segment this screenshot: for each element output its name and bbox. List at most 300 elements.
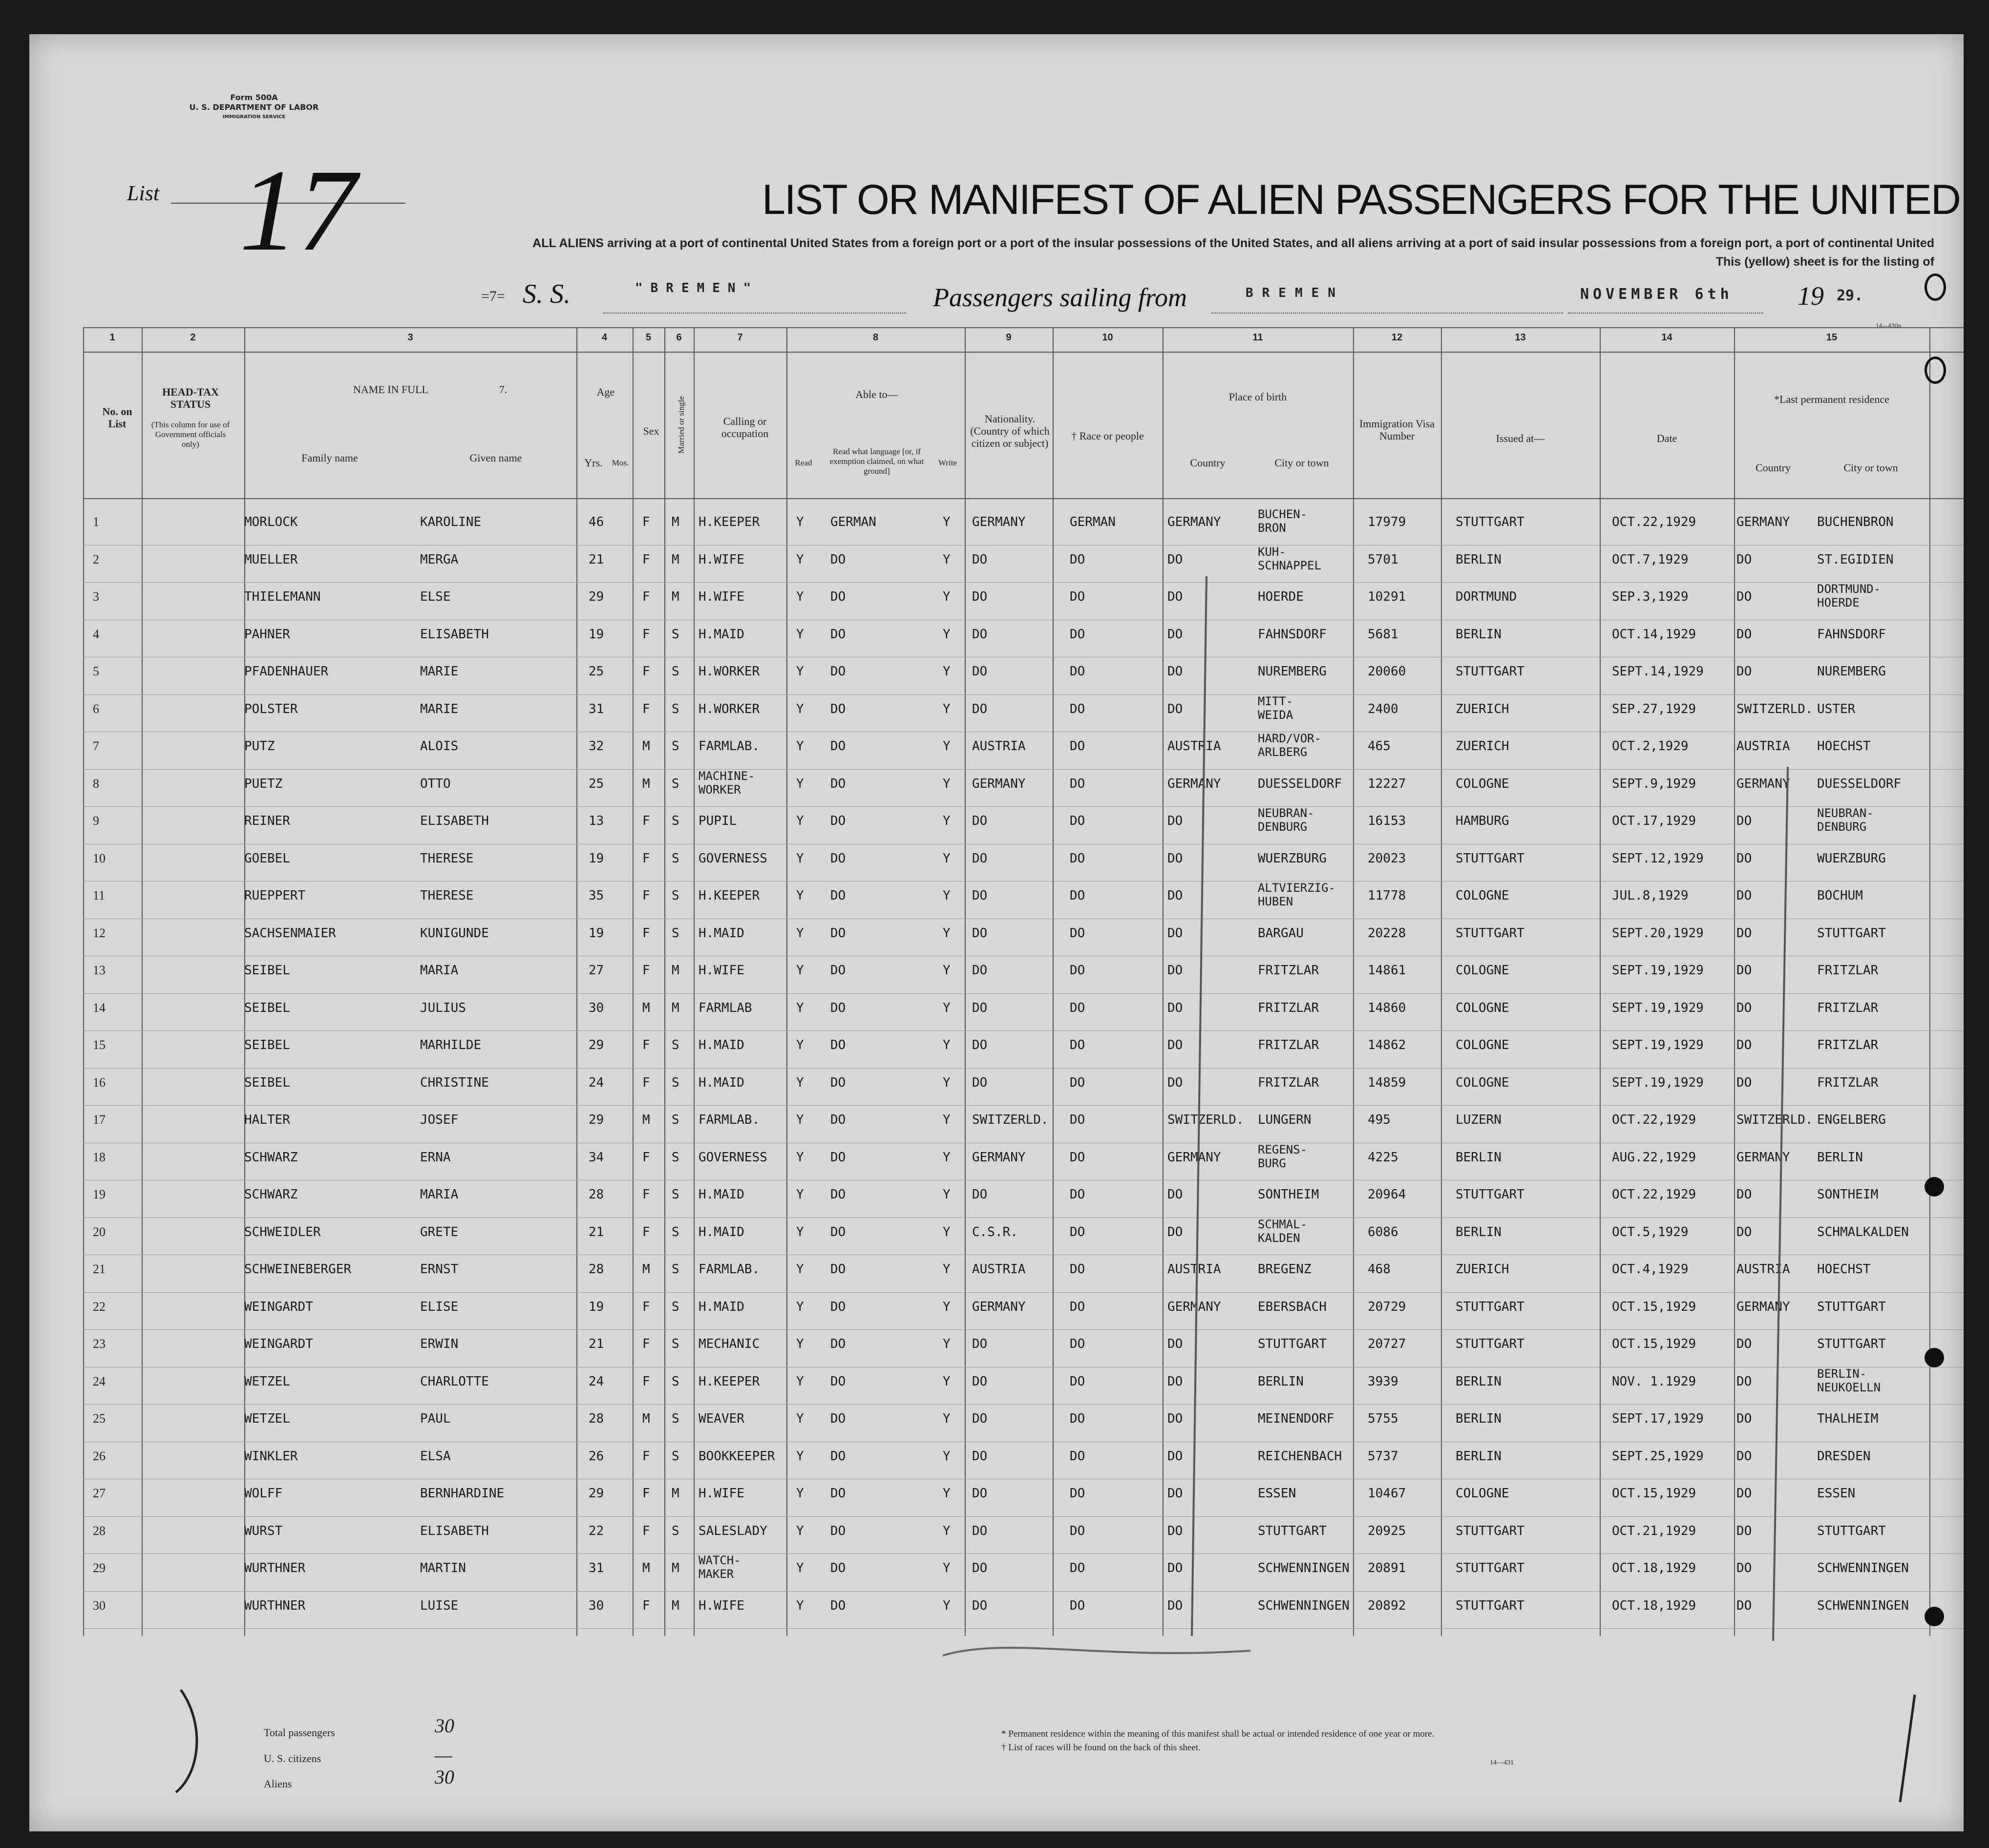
header-head-tax: HEAD-TAX STATUS [162,386,219,410]
cell-rcountry: DO [1736,1523,1752,1538]
cell-visa: 4225 [1368,1150,1398,1165]
cell-no: 5 [93,664,99,678]
column-number: 15 [1826,332,1838,343]
cell-rcountry: AUSTRIA [1736,739,1790,754]
cell-ms: M [672,515,679,529]
cell-ms: M [672,1561,679,1575]
cell-date: OCT.14,1929 [1612,627,1696,642]
cell-rcity: HOECHST [1817,1262,1871,1277]
cell-given: ALOIS [420,739,459,754]
cell-rcity: STUTTGART [1817,1523,1886,1538]
cell-visa: 5681 [1368,627,1398,642]
header-sex: Sex [643,425,659,437]
cell-race: DO [1070,925,1085,941]
cell-date: SEPT.20,1929 [1612,925,1704,941]
cell-race: DO [1070,1150,1085,1165]
column-number: 12 [1391,332,1403,343]
cell-occ: H.WIFE [698,552,744,567]
cell-race: DO [1070,1187,1085,1202]
cell-bcountry: DO [1167,963,1183,978]
cell-write: Y [943,1113,951,1127]
cell-race: DO [1070,1374,1085,1389]
cell-no: 7 [93,739,99,753]
cell-bcity: WUERZBURG [1258,851,1327,866]
cell-occ: H.MAID [698,1075,744,1090]
cell-lang: DO [830,1150,846,1165]
cell-bcountry: AUSTRIA [1167,739,1221,754]
cell-family: RUEPPERT [244,888,306,903]
cell-given: MARHILDE [420,1038,482,1052]
cell-rcountry: DO [1736,1449,1752,1464]
cell-write: Y [943,1038,951,1052]
cell-occ: SALESLADY [698,1523,767,1538]
header-head-tax-note: (This column for use of Government officials only) [151,420,230,449]
cell-given: ELISE [420,1299,459,1314]
cell-rcountry: DO [1736,1075,1752,1090]
cell-given: MARIE [420,701,459,716]
cell-family: SEIBEL [244,1075,290,1090]
cell-lang: DO [830,963,846,978]
cell-no: 16 [93,1075,106,1090]
cell-ms: S [672,1150,679,1165]
cell-yrs: 24 [589,1374,604,1389]
cell-read: Y [796,1374,804,1389]
cell-race: DO [1070,851,1085,866]
cell-race: DO [1070,1224,1085,1239]
cell-no: 23 [93,1337,106,1351]
cell-write: Y [943,1262,951,1277]
cell-rcountry: SWITZERLD. [1736,701,1813,716]
cell-lang: DO [830,1374,846,1389]
cell-race: GERMAN [1070,515,1116,529]
cell-read: Y [796,1150,804,1165]
cell-issued: COLOGNE [1456,963,1509,978]
cell-family: GOEBEL [244,851,290,866]
cell-occ: H.KEEPER [698,1374,760,1389]
cell-family: HALTER [244,1113,290,1127]
cell-rcountry: DO [1736,627,1752,642]
header-married-single: Married or single [677,396,686,454]
cell-no: 29 [93,1561,106,1575]
cell-read: Y [796,739,804,754]
cell-write: Y [943,1486,951,1501]
cell-nat: DO [972,552,988,567]
column-number: 3 [407,332,413,343]
cell-family: PUTZ [244,739,275,754]
cell-occ: H.MAID [698,1187,744,1202]
cell-read: Y [796,814,804,828]
cell-read: Y [796,1449,804,1464]
cell-ms: S [672,1075,679,1090]
column-number: 2 [190,332,196,343]
cell-rcountry: DO [1736,888,1752,903]
cell-given: OTTO [420,776,451,791]
cell-issued: BERLIN [1456,1224,1502,1239]
cell-bcity: FRITZLAR [1258,1000,1319,1015]
cell-issued: COLOGNE [1456,1075,1509,1090]
service-name: IMMIGRATION SERVICE [222,114,286,120]
cell-date: OCT.17,1929 [1612,814,1696,828]
ss-label: S. S. [523,279,571,309]
cell-occ: MECHANIC [698,1337,760,1351]
cell-no: 22 [93,1299,106,1314]
cell-rcountry: DO [1736,1561,1752,1575]
cell-date: AUG.22,1929 [1612,1150,1696,1165]
cell-lang: DO [830,1038,846,1052]
cell-no: 19 [93,1187,106,1201]
cell-ms: S [672,851,679,866]
header-nationality: Nationality. (Country of which citizen or subject) [970,413,1050,449]
subtitle-line-1: ALL ALIENS arriving at a port of continental United States from a foreign port or a port of the insular possessions of the United States, and all aliens arriving at a port of said insular possessions from a foreign port, a port of continental United [532,236,1934,250]
header-place-of-birth: Place of birth [1228,391,1287,403]
cell-visa: 20023 [1368,851,1406,866]
cell-given: ELSE [420,589,451,604]
cell-issued: STUTTGART [1456,515,1524,529]
header-family-name: Family name [301,452,358,464]
cell-no: 8 [93,776,99,791]
cell-rcountry: DO [1736,963,1752,978]
cell-sex: M [642,1113,650,1127]
cell-ms: S [672,925,679,941]
cell-no: 14 [93,1000,106,1015]
cell-issued: LUZERN [1456,1113,1502,1127]
cell-bcountry: SWITZERLD. [1167,1113,1244,1127]
cell-lang: DO [830,925,846,941]
cell-bcity: FRITZLAR [1258,1038,1319,1052]
header-birth-country: Country [1190,457,1226,469]
cell-sex: F [642,589,650,604]
cell-date: OCT.5,1929 [1612,1224,1689,1239]
cell-yrs: 25 [589,664,604,679]
us-citizens-label: U. S. citizens [264,1752,321,1764]
cell-no: 28 [93,1523,106,1538]
cell-nat: DO [972,1523,988,1538]
cell-bcity: BREGENZ [1258,1262,1312,1277]
cell-given: ELISABETH [420,1523,489,1538]
column-number: 10 [1102,332,1113,343]
cell-family: SCHWEINEBERGER [244,1262,352,1277]
cell-race: DO [1070,888,1085,903]
cell-write: Y [943,627,951,642]
cell-bcountry: DO [1167,1561,1183,1575]
footnote-residence: * Permanent residence within the meaning of this manifest shall be actual or intended residence of one year or more. [1001,1729,1435,1739]
cell-bcity: FAHNSDORF [1258,627,1327,642]
cell-occ: H.MAID [698,1299,744,1314]
cell-date: OCT.4,1929 [1612,1262,1689,1277]
cell-yrs: 32 [589,739,604,754]
cell-occ: H.KEEPER [698,888,760,903]
cell-rcity: FRITZLAR [1817,963,1879,978]
cell-write: Y [943,1299,951,1314]
header-age-yrs: Yrs. [584,457,603,469]
cell-occ: H.MAID [698,1038,744,1052]
cell-ms: S [672,1523,679,1538]
cell-rcountry: DO [1736,851,1752,866]
cell-read: Y [796,1561,804,1575]
cell-rcountry: AUSTRIA [1736,1262,1790,1277]
cell-bcountry: DO [1167,552,1183,567]
cell-issued: BERLIN [1456,1411,1502,1426]
list-label: List [127,181,160,205]
cell-sex: F [642,888,650,903]
cell-race: DO [1070,1299,1085,1314]
cell-rcity: WUERZBURG [1817,851,1886,866]
cell-ms: S [672,627,679,642]
cell-occ: H.WIFE [698,1486,744,1501]
cell-rcity: DORTMUND- HOERDE [1817,582,1881,609]
cell-bcountry: DO [1167,1000,1183,1015]
cell-no: 12 [93,925,106,940]
cell-rcity: FRITZLAR [1817,1075,1879,1090]
cell-visa: 10291 [1368,589,1406,604]
cell-occ: H.WIFE [698,589,744,604]
cell-lang: DO [830,552,846,567]
cell-given: ELISABETH [420,627,489,642]
cell-bcity: FRITZLAR [1258,1075,1319,1090]
header-name-in-full: NAME IN FULL [353,383,428,396]
cell-nat: GERMANY [972,515,1026,529]
cell-bcountry: DO [1167,1224,1183,1239]
cell-bcity: ALTVIERZIG- HUBEN [1258,881,1335,908]
cell-visa: 6086 [1368,1224,1398,1239]
cell-yrs: 30 [589,1598,604,1613]
cell-rcountry: DO [1736,1411,1752,1426]
cell-occ: WEAVER [698,1411,744,1426]
header-visa-number: Immigration Visa Number [1359,418,1435,442]
cell-lang: DO [830,1187,846,1202]
cell-rcountry: DO [1736,1486,1752,1501]
cell-family: WOLFF [244,1486,283,1501]
cell-given: MERGA [420,552,459,567]
cell-issued: STUTTGART [1456,1299,1524,1314]
cell-visa: 20892 [1368,1598,1406,1613]
cell-nat: DO [972,963,988,978]
cell-yrs: 29 [589,1113,604,1127]
cell-rcity: STUTTGART [1817,925,1886,941]
cell-no: 2 [93,552,99,567]
cell-visa: 14862 [1368,1038,1406,1052]
cell-family: POLSTER [244,701,298,716]
cell-nat: DO [972,627,988,642]
cell-rcity: HOECHST [1817,739,1871,754]
cell-bcity: SONTHEIM [1258,1187,1319,1202]
cell-bcountry: DO [1167,1337,1183,1351]
cell-yrs: 21 [589,1337,604,1351]
cell-write: Y [943,1337,951,1351]
cell-family: SCHWEIDLER [244,1224,321,1239]
cell-bcity: LUNGERN [1258,1113,1312,1127]
cell-no: 24 [93,1374,106,1388]
cell-lang: DO [830,1075,846,1090]
cell-bcity: NEUBRAN- DENBURG [1258,806,1314,834]
cell-occ: H.MAID [698,925,744,941]
cell-bcountry: DO [1167,589,1183,604]
cell-sex: F [642,1486,650,1501]
cell-ms: M [672,552,679,567]
cell-visa: 495 [1368,1113,1391,1127]
cell-ms: S [672,1337,679,1351]
cell-bcountry: DO [1167,1038,1183,1052]
page-title: LIST OR MANIFEST OF ALIEN PASSENGERS FOR THE UNITED [762,176,1961,223]
cell-family: PAHNER [244,627,290,642]
cell-no: 21 [93,1262,106,1276]
cell-ms: S [672,664,679,679]
cell-date: SEPT.14,1929 [1612,664,1704,679]
vessel-prefix: =7= [481,288,505,304]
cell-yrs: 35 [589,888,604,903]
cell-rcity: STUTTGART [1817,1299,1886,1314]
cell-date: SEPT.19,1929 [1612,1000,1704,1015]
cell-visa: 20925 [1368,1523,1406,1538]
cell-sex: M [642,1561,650,1575]
cell-sex: F [642,1187,650,1202]
cell-given: MARTIN [420,1561,466,1575]
column-number: 8 [872,332,879,343]
cell-bcity: BERLIN [1258,1374,1304,1389]
cell-bcity: STUTTGART [1258,1337,1327,1351]
total-passengers-value: 30 [435,1715,454,1737]
cell-write: Y [943,1598,951,1613]
cell-rcity: ENGELBERG [1817,1113,1886,1127]
cell-bcountry: DO [1167,1411,1183,1426]
cell-write: Y [943,515,951,529]
cell-family: MUELLER [244,552,298,567]
cell-nat: DO [972,1187,988,1202]
cell-bcountry: DO [1167,664,1183,679]
cell-bcity: STUTTGART [1258,1523,1327,1538]
cell-rcity: DRESDEN [1817,1449,1871,1464]
cell-bcountry: DO [1167,1486,1183,1501]
cell-given: ERNA [420,1150,451,1165]
cell-rcity: FRITZLAR [1817,1000,1879,1015]
cell-no: 26 [93,1449,106,1463]
cell-write: Y [943,1523,951,1538]
header-date: Date [1656,432,1677,444]
cell-given: MARIA [420,1187,459,1202]
cell-visa: 20729 [1368,1299,1406,1314]
cell-visa: 16153 [1368,814,1406,828]
cell-race: DO [1070,1598,1085,1613]
cell-read: Y [796,1523,804,1538]
cell-date: OCT.18,1929 [1612,1561,1696,1575]
cell-write: Y [943,963,951,978]
cell-family: SACHSENMAIER [244,925,336,941]
cell-race: DO [1070,664,1085,679]
cell-race: DO [1070,1075,1085,1090]
cell-lang: DO [830,589,846,604]
cell-no: 4 [93,627,99,641]
cell-bcity: MEINENDORF [1258,1411,1334,1426]
cell-sex: F [642,1523,650,1538]
cell-write: Y [943,776,951,791]
cell-date: SEPT.19,1929 [1612,963,1704,978]
cell-issued: BERLIN [1456,1374,1502,1389]
cell-date: SEP.3,1929 [1612,589,1689,604]
cell-ms: S [672,1262,679,1277]
cell-issued: COLOGNE [1456,1486,1509,1501]
cell-bcountry: DO [1167,701,1183,716]
cell-date: OCT.18,1929 [1612,1598,1696,1613]
cell-date: SEPT.19,1929 [1612,1038,1704,1052]
cell-yrs: 46 [589,515,604,529]
cell-read: Y [796,589,804,604]
cell-ms: S [672,814,679,828]
cell-family: PUETZ [244,776,283,791]
cell-given: ELISABETH [420,814,489,828]
cell-rcity: BERLIN [1817,1150,1863,1165]
cell-write: Y [943,664,951,679]
cell-no: 30 [93,1598,106,1613]
cell-rcountry: DO [1736,1187,1752,1202]
cell-yrs: 31 [589,701,604,716]
cell-write: Y [943,739,951,754]
cell-race: DO [1070,1523,1085,1538]
header-birth-city: City or town [1274,457,1329,469]
header-no-on-list: No. on List [102,405,132,430]
cell-family: SEIBEL [244,963,290,978]
cell-no: 10 [93,851,106,865]
cell-race: DO [1070,1337,1085,1351]
cell-occ: MACHINE- WORKER [698,769,755,797]
cell-date: OCT.22,1929 [1612,1113,1696,1127]
cell-race: DO [1070,1561,1085,1575]
cell-nat: GERMANY [972,776,1026,791]
cell-sex: F [642,1224,650,1239]
cell-sex: F [642,701,650,716]
cell-lang: DO [830,1449,846,1464]
cell-issued: HAMBURG [1456,814,1509,828]
cell-bcountry: DO [1167,1449,1183,1464]
cell-yrs: 27 [589,963,604,978]
aliens-value: 30 [435,1766,454,1788]
form-number: Form 500A [230,93,278,102]
cell-bcity: SCHWENNINGEN [1258,1598,1350,1613]
cell-occ: GOVERNESS [698,851,767,866]
cell-rcity: BOCHUM [1817,888,1863,903]
cell-bcity: EBERSBACH [1258,1299,1327,1314]
column-number: 13 [1515,332,1526,343]
cell-lang: DO [830,1486,846,1501]
cell-nat: DO [972,1598,988,1613]
cell-rcountry: DO [1736,1374,1752,1389]
cell-race: DO [1070,701,1085,716]
cell-family: SCHWARZ [244,1150,298,1165]
cell-ms: S [672,1299,679,1314]
cell-no: 3 [93,589,99,604]
cell-bcountry: DO [1167,925,1183,941]
header-calling: Calling or occupation [721,415,769,440]
cell-rcountry: DO [1736,1000,1752,1015]
cell-yrs: 29 [589,1486,604,1501]
cell-rcountry: DO [1736,925,1752,941]
cell-lang: DO [830,1337,846,1351]
cell-bcity: HARD/VOR- ARLBERG [1258,732,1322,759]
cell-rcountry: GERMANY [1736,1299,1790,1314]
cell-ms: S [672,701,679,716]
column-number: 14 [1661,332,1672,343]
cell-race: DO [1070,1262,1085,1277]
cell-rcity: THALHEIM [1817,1411,1879,1426]
cell-issued: STUTTGART [1456,851,1524,866]
cell-bcity: HOERDE [1258,589,1304,604]
cell-nat: DO [972,1561,988,1575]
cell-visa: 12227 [1368,776,1406,791]
cell-visa: 20964 [1368,1187,1406,1202]
cell-yrs: 24 [589,1075,604,1090]
cell-bcountry: DO [1167,814,1183,828]
cell-bcountry: DO [1167,1187,1183,1202]
column-number: 11 [1252,332,1263,343]
